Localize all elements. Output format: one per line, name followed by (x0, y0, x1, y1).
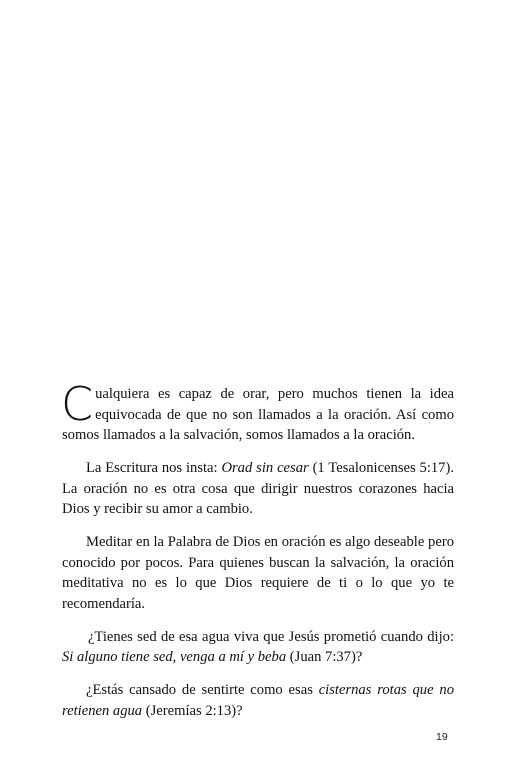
paragraph-5-quote: cisternas rotas que no retienen agua (62, 682, 455, 719)
paragraph-4-after: (Juan 7:37)? (286, 649, 363, 665)
drop-cap: C (61, 377, 94, 431)
paragraph-1-text: ualquiera es capaz de orar, pero muchos tienen la idea equivocada de que no son llamados a la oración. Así como somos llamados a la salvación, somos llamados a la oración. (62, 386, 454, 443)
paragraph-5-after: (Jeremías 2:13)? (142, 702, 243, 719)
paragraph-3 (62, 532, 454, 614)
paragraph-4 (62, 627, 454, 668)
paragraph-4-quote: Si alguno tiene sed, venga a mí y beba (62, 649, 287, 665)
body-text (61, 377, 455, 734)
paragraph-3-text: Meditar en la Palabra de Dios en oración es algo deseable pero conocido por pocos. Para quienes buscan la salvación, la oración meditativa no es lo que Dios requiere de ti o lo que yo te recomendaría. (62, 534, 454, 612)
paragraph-2 (62, 458, 454, 520)
paragraph-2-before: La Escritura nos insta: (86, 460, 222, 476)
paragraph-2-after: (1 Tesalonicenses 5:17). La oración no es otra cosa que dirigir nuestros corazones hacia Dios y recibir su amor a cambio. (62, 460, 454, 517)
paragraph-5-before: ¿Estás cansado de sentirte como esas (86, 682, 319, 698)
paragraph-4-before: ¿Tienes sed de esa agua viva que Jesús prometió cuando dijo: (88, 628, 454, 645)
page-number: 19 (436, 731, 448, 743)
paragraph-2-quote: Orad sin cesar (221, 460, 309, 476)
paragraph-1 (61, 377, 454, 446)
paragraph-5 (62, 680, 454, 721)
